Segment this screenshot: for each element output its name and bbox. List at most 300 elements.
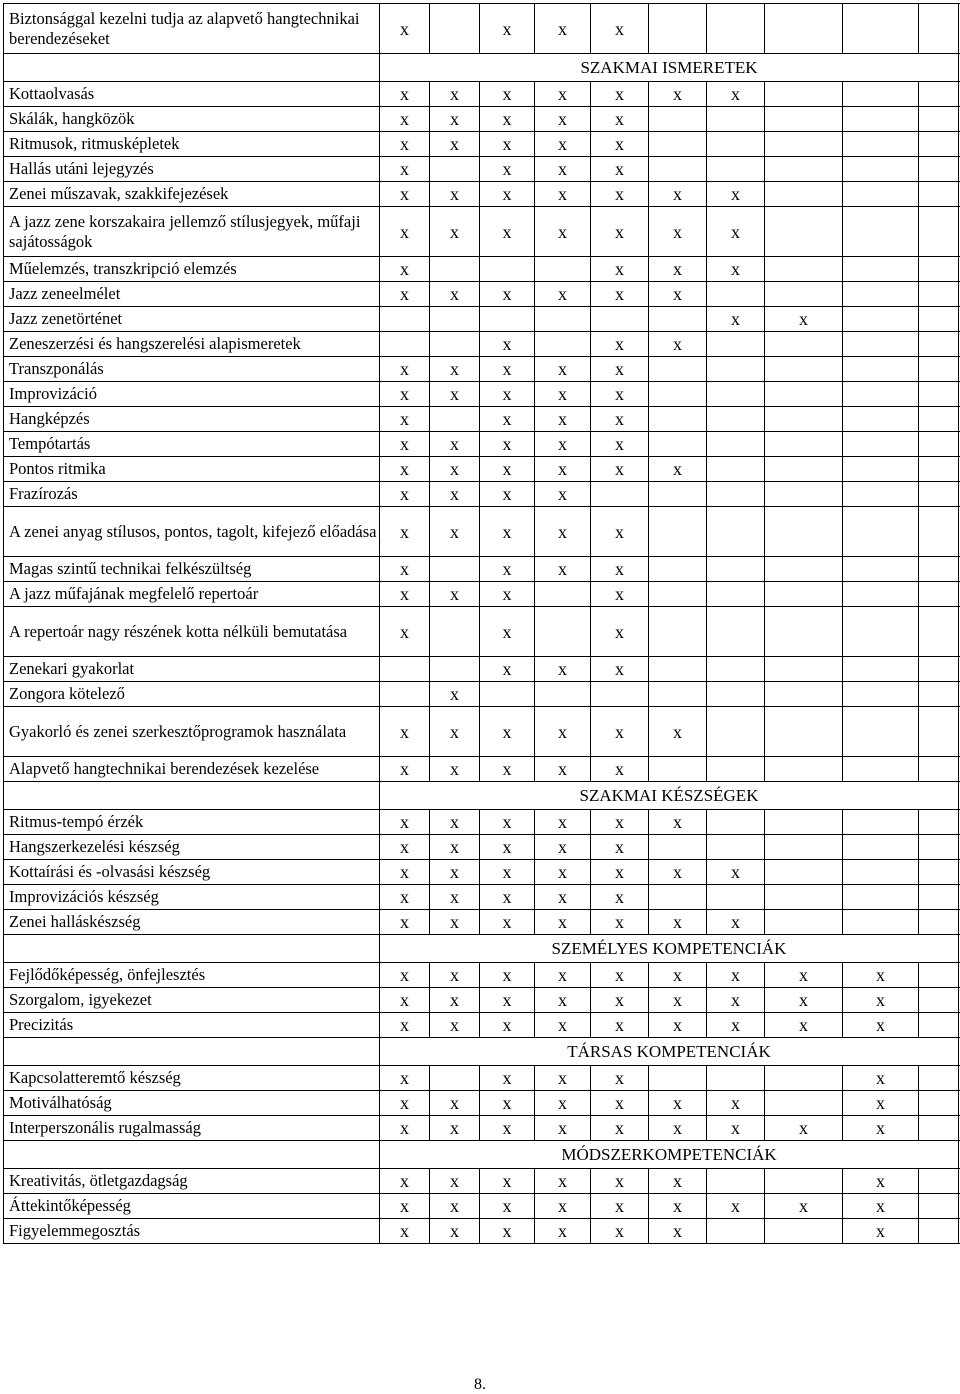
mark-cell: x [591, 332, 649, 357]
mark-cell [765, 382, 843, 407]
mark-cell [430, 557, 480, 582]
mark-cell: x [765, 1013, 843, 1038]
mark-cell [707, 282, 765, 307]
mark-cell [649, 885, 707, 910]
row-label: Alapvető hangtechnikai berendezések kezelése [4, 757, 380, 782]
mark-cell: x [707, 182, 765, 207]
mark-cell: x [480, 885, 535, 910]
mark-cell [707, 757, 765, 782]
mark-cell [919, 82, 959, 107]
table-row [4, 835, 960, 860]
mark-cell: x [591, 507, 649, 557]
mark-cell [843, 910, 919, 935]
mark-cell [707, 107, 765, 132]
table-row [4, 357, 960, 382]
table-row [4, 810, 960, 835]
mark-cell: x [649, 1091, 707, 1116]
mark-cell: x [649, 82, 707, 107]
mark-cell: x [480, 182, 535, 207]
mark-cell [843, 82, 919, 107]
mark-cell: x [843, 988, 919, 1013]
mark-cell [707, 482, 765, 507]
mark-cell [919, 4, 959, 54]
table-row [4, 557, 960, 582]
table-row [4, 1169, 960, 1194]
mark-cell: x [380, 607, 430, 657]
mark-cell: x [843, 1116, 919, 1141]
mark-cell [919, 1066, 959, 1091]
table-row [4, 1091, 960, 1116]
mark-cell: x [843, 1091, 919, 1116]
mark-cell [535, 682, 591, 707]
mark-cell: x [535, 1169, 591, 1194]
mark-cell: x [430, 1194, 480, 1219]
mark-cell: x [649, 282, 707, 307]
table-row [4, 1013, 960, 1038]
mark-cell: x [480, 207, 535, 257]
mark-cell [919, 757, 959, 782]
mark-cell: x [380, 457, 430, 482]
mark-cell: x [480, 382, 535, 407]
mark-cell: x [649, 810, 707, 835]
mark-cell [430, 1066, 480, 1091]
mark-cell: x [649, 910, 707, 935]
mark-cell [591, 307, 649, 332]
table-row [4, 885, 960, 910]
mark-cell: x [591, 457, 649, 482]
table-row [4, 432, 960, 457]
mark-cell [765, 1169, 843, 1194]
mark-cell: x [591, 1169, 649, 1194]
mark-cell: x [591, 82, 649, 107]
mark-cell [919, 860, 959, 885]
mark-cell [649, 482, 707, 507]
row-label: Gyakorló és zenei szerkesztőprogramok használata [4, 707, 380, 757]
mark-cell [843, 757, 919, 782]
mark-cell [707, 707, 765, 757]
mark-cell: x [480, 835, 535, 860]
mark-cell: x [591, 1091, 649, 1116]
row-label: Kottaírási és -olvasási készség [4, 860, 380, 885]
mark-cell: x [480, 1116, 535, 1141]
table-row [4, 332, 960, 357]
mark-cell [765, 757, 843, 782]
mark-cell [765, 4, 843, 54]
mark-cell [765, 582, 843, 607]
row-label: Hangképzés [4, 407, 380, 432]
mark-cell [765, 1091, 843, 1116]
mark-cell: x [480, 332, 535, 357]
mark-cell [843, 132, 919, 157]
mark-cell: x [707, 1091, 765, 1116]
mark-cell [765, 482, 843, 507]
mark-cell [649, 682, 707, 707]
mark-cell [649, 657, 707, 682]
mark-cell [765, 607, 843, 657]
section-heading: MÓDSZERKOMPETENCIÁK [380, 1141, 959, 1169]
mark-cell: x [765, 963, 843, 988]
mark-cell: x [480, 432, 535, 457]
mark-cell: x [535, 757, 591, 782]
mark-cell: x [535, 1194, 591, 1219]
mark-cell: x [380, 810, 430, 835]
row-label: Skálák, hangközök [4, 107, 380, 132]
mark-cell: x [649, 182, 707, 207]
mark-cell [843, 607, 919, 657]
mark-cell: x [707, 82, 765, 107]
mark-cell: x [649, 257, 707, 282]
table-row [4, 482, 960, 507]
mark-cell [649, 4, 707, 54]
mark-cell [649, 407, 707, 432]
mark-cell: x [591, 1066, 649, 1091]
row-label: Fejlődőképesség, önfejlesztés [4, 963, 380, 988]
mark-cell: x [707, 1116, 765, 1141]
mark-cell: x [380, 257, 430, 282]
mark-cell: x [380, 207, 430, 257]
row-label: Kapcsolatteremtő készség [4, 1066, 380, 1091]
row-label: Hangszerkezelési készség [4, 835, 380, 860]
mark-cell: x [430, 988, 480, 1013]
label-cell [4, 1141, 380, 1169]
row-label: Figyelemmegosztás [4, 1219, 380, 1244]
section-heading-row [4, 1141, 960, 1169]
mark-cell: x [380, 432, 430, 457]
mark-cell: x [430, 582, 480, 607]
mark-cell [707, 1066, 765, 1091]
mark-cell: x [480, 4, 535, 54]
row-label: Műelemzés, transzkripció elemzés [4, 257, 380, 282]
mark-cell: x [707, 988, 765, 1013]
mark-cell: x [707, 1194, 765, 1219]
mark-cell [535, 582, 591, 607]
mark-cell [843, 835, 919, 860]
mark-cell: x [591, 607, 649, 657]
mark-cell [919, 963, 959, 988]
mark-cell: x [430, 507, 480, 557]
mark-cell: x [535, 457, 591, 482]
row-label: A zenei anyag stílusos, pontos, tagolt, kifejező előadása [4, 507, 380, 557]
mark-cell [707, 835, 765, 860]
mark-cell: x [430, 207, 480, 257]
mark-cell [843, 885, 919, 910]
mark-cell [919, 257, 959, 282]
mark-cell: x [430, 1116, 480, 1141]
mark-cell: x [649, 332, 707, 357]
mark-cell [843, 157, 919, 182]
mark-cell [380, 657, 430, 682]
table-row [4, 132, 960, 157]
mark-cell [919, 1013, 959, 1038]
mark-cell: x [591, 557, 649, 582]
mark-cell: x [430, 860, 480, 885]
row-label: Zenei halláskészség [4, 910, 380, 935]
mark-cell [919, 482, 959, 507]
mark-cell [535, 332, 591, 357]
label-cell [4, 782, 380, 810]
section-heading-row [4, 1038, 960, 1066]
table-row [4, 157, 960, 182]
mark-cell [765, 810, 843, 835]
mark-cell [591, 682, 649, 707]
mark-cell [649, 835, 707, 860]
mark-cell [919, 107, 959, 132]
mark-cell: x [591, 1116, 649, 1141]
mark-cell [765, 207, 843, 257]
mark-cell: x [430, 82, 480, 107]
section-heading: SZAKMAI KÉSZSÉGEK [380, 782, 959, 810]
mark-cell: x [535, 1066, 591, 1091]
mark-cell: x [380, 885, 430, 910]
mark-cell: x [380, 132, 430, 157]
mark-cell [919, 382, 959, 407]
mark-cell: x [649, 457, 707, 482]
section-heading: TÁRSAS KOMPETENCIÁK [380, 1038, 959, 1066]
table-row [4, 207, 960, 257]
row-label: Kreativitás, ötletgazdagság [4, 1169, 380, 1194]
mark-cell: x [535, 157, 591, 182]
mark-cell: x [430, 457, 480, 482]
table-row [4, 757, 960, 782]
section-heading: SZEMÉLYES KOMPETENCIÁK [380, 935, 959, 963]
mark-cell [843, 657, 919, 682]
mark-cell: x [591, 182, 649, 207]
mark-cell [765, 1219, 843, 1244]
mark-cell: x [430, 885, 480, 910]
mark-cell: x [591, 157, 649, 182]
section-heading-row [4, 935, 960, 963]
competency-table-body [4, 4, 960, 1244]
mark-cell: x [430, 1013, 480, 1038]
mark-cell: x [380, 757, 430, 782]
row-label: Szorgalom, igyekezet [4, 988, 380, 1013]
mark-cell: x [480, 557, 535, 582]
mark-cell: x [380, 507, 430, 557]
mark-cell: x [380, 282, 430, 307]
mark-cell: x [535, 82, 591, 107]
mark-cell [649, 582, 707, 607]
mark-cell: x [535, 707, 591, 757]
row-label: Tempótartás [4, 432, 380, 457]
row-label: A repertoár nagy részének kotta nélküli bemutatása [4, 607, 380, 657]
table-row [4, 707, 960, 757]
mark-cell: x [430, 107, 480, 132]
mark-cell [919, 910, 959, 935]
mark-cell [649, 1066, 707, 1091]
mark-cell: x [591, 282, 649, 307]
mark-cell: x [430, 182, 480, 207]
mark-cell: x [380, 482, 430, 507]
mark-cell: x [380, 582, 430, 607]
mark-cell: x [591, 810, 649, 835]
mark-cell: x [707, 963, 765, 988]
mark-cell [919, 432, 959, 457]
mark-cell [430, 332, 480, 357]
label-cell [4, 1038, 380, 1066]
row-label: Ritmus-tempó érzék [4, 810, 380, 835]
mark-cell [707, 682, 765, 707]
mark-cell: x [380, 1194, 430, 1219]
table-row [4, 1116, 960, 1141]
mark-cell: x [480, 963, 535, 988]
mark-cell: x [430, 910, 480, 935]
mark-cell: x [649, 1194, 707, 1219]
mark-cell: x [591, 910, 649, 935]
row-label: Motiválhatóság [4, 1091, 380, 1116]
mark-cell [765, 707, 843, 757]
mark-cell: x [535, 4, 591, 54]
mark-cell: x [380, 557, 430, 582]
mark-cell [430, 607, 480, 657]
mark-cell: x [591, 582, 649, 607]
mark-cell [919, 407, 959, 432]
mark-cell: x [535, 182, 591, 207]
mark-cell: x [480, 132, 535, 157]
mark-cell [380, 682, 430, 707]
mark-cell: x [591, 657, 649, 682]
mark-cell [480, 307, 535, 332]
mark-cell: x [591, 432, 649, 457]
mark-cell [765, 157, 843, 182]
table-row [4, 910, 960, 935]
table-row [4, 4, 960, 54]
mark-cell [380, 307, 430, 332]
mark-cell: x [480, 407, 535, 432]
mark-cell [430, 307, 480, 332]
mark-cell [919, 707, 959, 757]
mark-cell: x [591, 4, 649, 54]
mark-cell: x [707, 860, 765, 885]
row-label: Zongora kötelező [4, 682, 380, 707]
mark-cell [919, 885, 959, 910]
mark-cell: x [430, 810, 480, 835]
mark-cell [707, 557, 765, 582]
mark-cell: x [380, 963, 430, 988]
mark-cell: x [480, 1169, 535, 1194]
competency-table [3, 3, 960, 1244]
mark-cell [649, 507, 707, 557]
mark-cell: x [430, 282, 480, 307]
mark-cell: x [765, 988, 843, 1013]
row-label: Zenei műszavak, szakkifejezések [4, 182, 380, 207]
mark-cell: x [380, 182, 430, 207]
mark-cell [707, 657, 765, 682]
mark-cell [919, 507, 959, 557]
mark-cell [707, 1169, 765, 1194]
mark-cell: x [649, 1219, 707, 1244]
mark-cell [707, 132, 765, 157]
mark-cell [649, 382, 707, 407]
table-row [4, 1219, 960, 1244]
mark-cell [707, 582, 765, 607]
row-label: Kottaolvasás [4, 82, 380, 107]
mark-cell: x [480, 107, 535, 132]
mark-cell: x [843, 1013, 919, 1038]
table-row [4, 1066, 960, 1091]
mark-cell [765, 357, 843, 382]
row-label: Jazz zeneelmélet [4, 282, 380, 307]
mark-cell [919, 207, 959, 257]
mark-cell [919, 657, 959, 682]
mark-cell: x [480, 157, 535, 182]
mark-cell [843, 707, 919, 757]
table-row [4, 1194, 960, 1219]
mark-cell: x [843, 963, 919, 988]
table-row [4, 382, 960, 407]
mark-cell: x [535, 988, 591, 1013]
mark-cell: x [480, 607, 535, 657]
mark-cell: x [380, 107, 430, 132]
mark-cell: x [535, 407, 591, 432]
row-label: A jazz zene korszakaira jellemző stílusjegyek, műfaji sajátosságok [4, 207, 380, 257]
mark-cell: x [480, 860, 535, 885]
mark-cell [765, 1066, 843, 1091]
row-label: Improvizációs készség [4, 885, 380, 910]
mark-cell: x [430, 357, 480, 382]
table-row [4, 682, 960, 707]
mark-cell [649, 357, 707, 382]
label-cell [4, 54, 380, 82]
mark-cell: x [649, 963, 707, 988]
mark-cell [707, 885, 765, 910]
mark-cell [843, 307, 919, 332]
mark-cell: x [535, 810, 591, 835]
mark-cell [707, 457, 765, 482]
mark-cell: x [480, 1194, 535, 1219]
mark-cell: x [430, 382, 480, 407]
mark-cell: x [535, 507, 591, 557]
mark-cell [591, 482, 649, 507]
mark-cell [707, 1219, 765, 1244]
mark-cell [430, 407, 480, 432]
mark-cell [765, 885, 843, 910]
table-row [4, 307, 960, 332]
mark-cell: x [765, 307, 843, 332]
mark-cell: x [380, 1219, 430, 1244]
mark-cell: x [380, 4, 430, 54]
mark-cell: x [591, 860, 649, 885]
mark-cell [919, 332, 959, 357]
row-label: Áttekintőképesség [4, 1194, 380, 1219]
mark-cell: x [591, 963, 649, 988]
table-row [4, 457, 960, 482]
mark-cell [843, 557, 919, 582]
row-label: Ritmusok, ritmusképletek [4, 132, 380, 157]
table-row [4, 657, 960, 682]
mark-cell: x [649, 1169, 707, 1194]
mark-cell [765, 557, 843, 582]
mark-cell [765, 257, 843, 282]
mark-cell [707, 357, 765, 382]
mark-cell [765, 657, 843, 682]
mark-cell: x [535, 657, 591, 682]
mark-cell: x [707, 1013, 765, 1038]
mark-cell: x [380, 1013, 430, 1038]
section-heading-row [4, 782, 960, 810]
mark-cell [843, 407, 919, 432]
mark-cell: x [591, 835, 649, 860]
row-label: A jazz műfajának megfelelő repertoár [4, 582, 380, 607]
mark-cell: x [380, 407, 430, 432]
mark-cell: x [430, 835, 480, 860]
mark-cell [843, 282, 919, 307]
mark-cell: x [535, 207, 591, 257]
mark-cell [843, 182, 919, 207]
mark-cell: x [591, 707, 649, 757]
mark-cell [480, 682, 535, 707]
mark-cell [919, 682, 959, 707]
mark-cell: x [430, 482, 480, 507]
